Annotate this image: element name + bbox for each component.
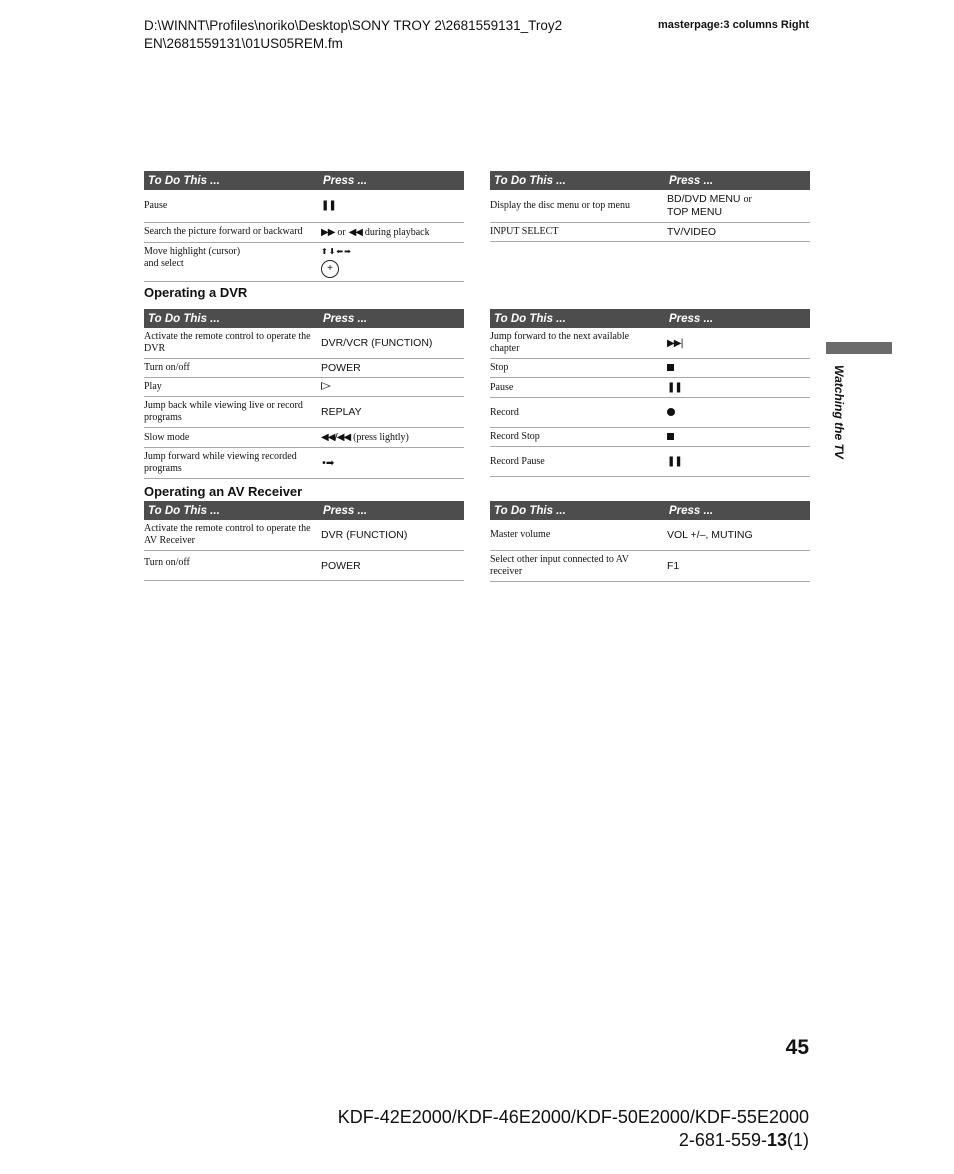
press-cell: POWER	[319, 551, 464, 581]
table-row	[490, 378, 810, 398]
press-cell	[319, 222, 464, 242]
code-prefix: 2-681-559-	[678, 1130, 767, 1150]
table-row	[144, 378, 464, 397]
todo-cell: Jump forward while viewing recorded programs	[144, 448, 319, 479]
stop-icon	[667, 364, 674, 371]
slow-icon: ◀◀/◀◀	[321, 432, 351, 443]
press-cell	[665, 190, 810, 222]
todo-cell: Master volume	[490, 520, 665, 550]
todo-cell: Activate the remote control to operate the AV Receiver	[144, 520, 319, 551]
side-tab-bar	[826, 342, 892, 354]
todo-line-1: Move highlight (cursor)	[144, 245, 241, 257]
press-text-2: TOP MENU	[667, 206, 723, 219]
press-cell	[665, 428, 810, 447]
table-row	[490, 550, 810, 581]
todo-cell: Jump back while viewing live or record programs	[144, 397, 319, 428]
press-cell	[319, 378, 464, 397]
footer-model-info	[338, 1106, 809, 1152]
table-top-left	[144, 171, 464, 282]
todo-cell: INPUT SELECT	[490, 222, 665, 241]
model-numbers: KDF-42E2000/KDF-46E2000/KDF-50E2000/KDF-55E2000	[337, 1107, 809, 1127]
press-cell	[319, 242, 464, 281]
todo-cell: Pause	[144, 190, 319, 222]
table-row	[490, 359, 810, 378]
todo-cell: Record Pause	[490, 447, 665, 477]
press-cell: DVR/VCR (FUNCTION)	[319, 328, 464, 359]
todo-line-2: and select	[144, 257, 184, 269]
todo-cell: Record	[490, 398, 665, 428]
section-title-av: Operating an AV Receiver	[144, 484, 303, 499]
table-row	[490, 222, 810, 241]
press-cell	[319, 428, 464, 448]
record-icon	[667, 408, 675, 416]
stop-icon	[667, 433, 674, 440]
press-cell: DVR (FUNCTION)	[319, 520, 464, 551]
press-cell	[319, 190, 464, 222]
table-row	[144, 448, 464, 479]
press-cell: POWER	[319, 359, 464, 378]
table-row	[144, 428, 464, 448]
todo-cell	[144, 242, 319, 281]
col-header-press: Press ...	[319, 501, 464, 520]
table-row	[144, 328, 464, 359]
table-row	[144, 190, 464, 222]
file-path-header	[144, 17, 562, 53]
press-cell	[665, 359, 810, 378]
todo-cell: Slow mode	[144, 428, 319, 448]
table-row	[490, 398, 810, 428]
arrow-keys-icon: ⬆⬇⬅➡	[321, 246, 352, 256]
todo-cell: Select other input connected to AV receiver	[490, 550, 665, 581]
col-header-todo: To Do This ...	[144, 309, 319, 328]
todo-cell: Stop	[490, 359, 665, 378]
table-row	[144, 551, 464, 581]
col-header-press: Press ...	[665, 309, 810, 328]
suffix-text: (press lightly)	[353, 432, 409, 443]
table-row	[144, 242, 464, 281]
pause-icon: ❚❚	[321, 200, 336, 212]
col-header-todo: To Do This ...	[490, 501, 665, 520]
document-code	[338, 1129, 809, 1152]
or-text: or	[743, 194, 752, 206]
rewind-icon: ◀◀	[348, 226, 362, 238]
todo-cell: Search the picture forward or backward	[144, 222, 319, 242]
table-av-left	[144, 501, 464, 581]
press-cell: F1	[665, 550, 810, 581]
section-title-dvr: Operating a DVR	[144, 285, 248, 300]
enter-button-icon: +	[321, 260, 339, 278]
next-chapter-icon: ▶▶|	[667, 337, 683, 349]
press-cell	[665, 398, 810, 428]
todo-cell: Activate the remote control to operate the DVR	[144, 328, 319, 359]
pause-icon: ❚❚	[667, 382, 682, 393]
todo-cell: Pause	[490, 378, 665, 398]
table-row	[144, 359, 464, 378]
file-path-line-2: EN\2681559131\01US05REM.fm	[144, 36, 343, 51]
press-text: BD/DVD MENU	[667, 193, 741, 206]
press-cell: REPLAY	[319, 397, 464, 428]
code-suffix: (1)	[787, 1130, 809, 1150]
table-header-row	[490, 309, 810, 328]
todo-cell: Turn on/off	[144, 359, 319, 378]
pause-icon: ❚❚	[667, 456, 682, 467]
file-path-line-1: D:\WINNT\Profiles\noriko\Desktop\SONY TROY 2\2681559131_Troy2	[144, 18, 563, 33]
todo-cell: Jump forward to the next available chapter	[490, 328, 665, 359]
table-row	[490, 428, 810, 447]
masterpage-label: masterpage:3 columns Right	[658, 19, 809, 31]
table-header-row	[490, 171, 810, 190]
table-av-right	[490, 501, 810, 582]
page-number: 45	[785, 1036, 809, 1059]
play-icon	[321, 382, 331, 390]
table-header-row	[490, 501, 810, 520]
fast-forward-icon: ▶▶	[321, 226, 335, 238]
col-header-press: Press ...	[665, 171, 810, 190]
advance-icon: •➡	[321, 457, 334, 469]
press-cell	[319, 448, 464, 479]
table-row	[144, 520, 464, 551]
suffix-text: during playback	[364, 226, 430, 238]
col-header-todo: To Do This ...	[144, 171, 319, 190]
press-cell	[665, 447, 810, 477]
press-cell	[665, 328, 810, 359]
col-header-press: Press ...	[319, 171, 464, 190]
press-cell: VOL +/–, MUTING	[665, 520, 810, 550]
table-top-right	[490, 171, 810, 242]
table-row	[144, 222, 464, 242]
side-tab-label: Watching the TV	[832, 365, 846, 459]
col-header-todo: To Do This ...	[490, 171, 665, 190]
col-header-press: Press ...	[665, 501, 810, 520]
todo-cell: Record Stop	[490, 428, 665, 447]
table-dvr-right	[490, 309, 810, 477]
table-header-row	[144, 171, 464, 190]
todo-cell: Play	[144, 378, 319, 397]
table-row	[490, 190, 810, 222]
code-bold: 13	[766, 1130, 787, 1150]
table-dvr-left	[144, 309, 464, 479]
press-cell: TV/VIDEO	[665, 222, 810, 241]
col-header-press: Press ...	[319, 309, 464, 328]
press-cell	[665, 378, 810, 398]
col-header-todo: To Do This ...	[490, 309, 665, 328]
table-row	[490, 328, 810, 359]
todo-cell: Turn on/off	[144, 551, 319, 581]
col-header-todo: To Do This ...	[144, 501, 319, 520]
table-row	[490, 447, 810, 477]
table-header-row	[144, 309, 464, 328]
table-header-row	[144, 501, 464, 520]
or-text: or	[337, 226, 346, 238]
todo-cell: Display the disc menu or top menu	[490, 190, 665, 222]
table-row	[144, 397, 464, 428]
table-row	[490, 520, 810, 550]
